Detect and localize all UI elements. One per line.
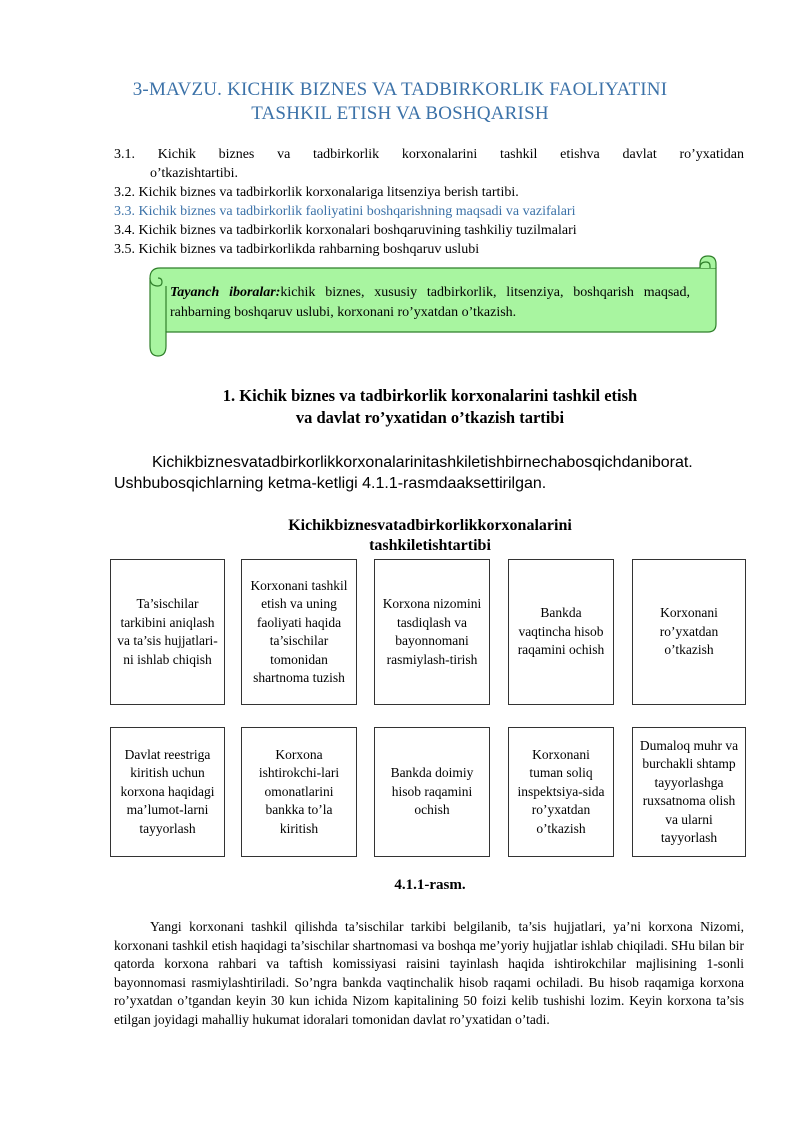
intro-paragraph [114,452,744,494]
process-step-box: Korxonani tashkil etish va uning faoliyati haqida ta’sischilar tomonidan shartnoma tuzish [241,559,357,705]
intro-line-1: Kichikbiznesvatadbirkorlikkorxonalarinitashkiletishbirnechabosqichdaniborat. [152,454,693,471]
section-heading-line-2: va davlat ro’yxatidan o’tkazish tartibi [295,408,565,427]
diagram-title-line-2: tashkiletishtartibi [369,537,491,554]
keywords-text: kichik biznes, xususiy tadbirkorlik, litsenziya, boshqarish maqsad, rahbarning boshqaruv uslubi, korxonani ro’yxatdan o’tkazish. [170,285,691,320]
page-title-line-1: 3-MAVZU. KICHIK BIZNES VA TADBIRKORLIK FAOLIYATINI [132,79,668,100]
figure-caption: 4.1.1-rasm. [394,877,466,893]
process-step-box: Korxonani tuman soliq inspektsiya-sida ro’yxatdan o’tkazish [508,727,614,857]
section-heading-line-1: 1. Kichik biznes va tadbirkorlik korxonalarini tashkil etish [222,386,638,405]
section-heading [0,385,800,429]
keywords-box [170,283,690,323]
topic-list [114,145,744,259]
topic-item-5: 3.5. Kichik biznes va tadbirkorlikda rahbarning boshqaruv uslubi [114,242,480,257]
diagram-title-line-1: Kichikbiznesvatadbirkorlikkorxonalarini [288,517,572,534]
process-step-box: Dumaloq muhr va burchakli shtamp tayyorlashga ruxsatnoma olish va ularni tayyorlash [632,727,746,857]
diagram-title [0,516,800,556]
topic-item-4: 3.4. Kichik biznes va tadbirkorlik korxonalari boshqaruvining tashkiliy tuzilmalari [114,223,577,238]
process-step-box: Davlat reestriga kiritish uchun korxona haqidagi ma’lumot-larni tayyorlash [110,727,225,857]
topic-item-2: 3.2. Kichik biznes va tadbirkorlik korxonalariga litsenziya berish tartibi. [114,185,519,200]
process-step-box: Bankda doimiy hisob raqamini ochish [374,727,490,857]
page-title [0,78,800,126]
topic-item-1: 3.1. Kichik biznes va tadbirkorlik korxonalarini tashkil etishva davlat ro’yxatidan [114,147,744,162]
body-paragraph [114,918,744,1029]
page-title-line-2: TASHKIL ETISH VA BOSHQARISH [251,103,549,124]
topic-item-1-continuation: o’tkazishtartibi. [150,166,238,181]
process-step-box: Korxona nizomini tasdiqlash va bayonnomani rasmiylash-tirish [374,559,490,705]
process-step-box: Ta’sischilar tarkibini aniqlash va ta’sis hujjatlari-ni ishlab chiqish [110,559,225,705]
process-step-box: Korxonani ro’yxatdan o’tkazish [632,559,746,705]
keywords-label: Tayanch iboralar: [170,285,281,300]
body-text: Yangi korxonani tashkil qilishda ta’sischilar tarkibi belgilanib, ta’sis hujjatlari, ya’ni korxona Nizomi, korxonani tashkil etish haqidagi ta’sischilar shartnomasi va boshqa me’yoriy hujjatlar ishlab chiqiladi. SHu bilan bir qatorda korxona rahbari va taftish komissiyasi raisini tayinlash haqida ishtirokchilar majlisining 1-sonli bayonnomasi rasmiylashtiriladi. So’ngra bankda vaqtinchalik hisob raqami ochiladi. Bu hisob raqamiga korxona ro’yxatdan o’tgandan keyin 30 kun ichida Nizom kapitalining 50 foizi kelib tushishi lozim. Keyin korxona ta’sis etilgan joyidagi mahalliy hukumat idoralari tomonidan davlat ro’yxatidan o’tadi. [114,919,744,1027]
process-step-box: Bankda vaqtincha hisob raqamini ochish [508,559,614,705]
topic-item-3: 3.3. Kichik biznes va tadbirkorlik faoliyatini boshqarishning maqsadi va vazifalari [114,204,576,219]
intro-line-2: Ushbubosqichlarning ketma-ketligi 4.1.1-rasmdaaksettirilgan. [114,475,547,492]
process-step-box: Korxona ishtirokchi-lari omonatlarini bankka to’la kiritish [241,727,357,857]
